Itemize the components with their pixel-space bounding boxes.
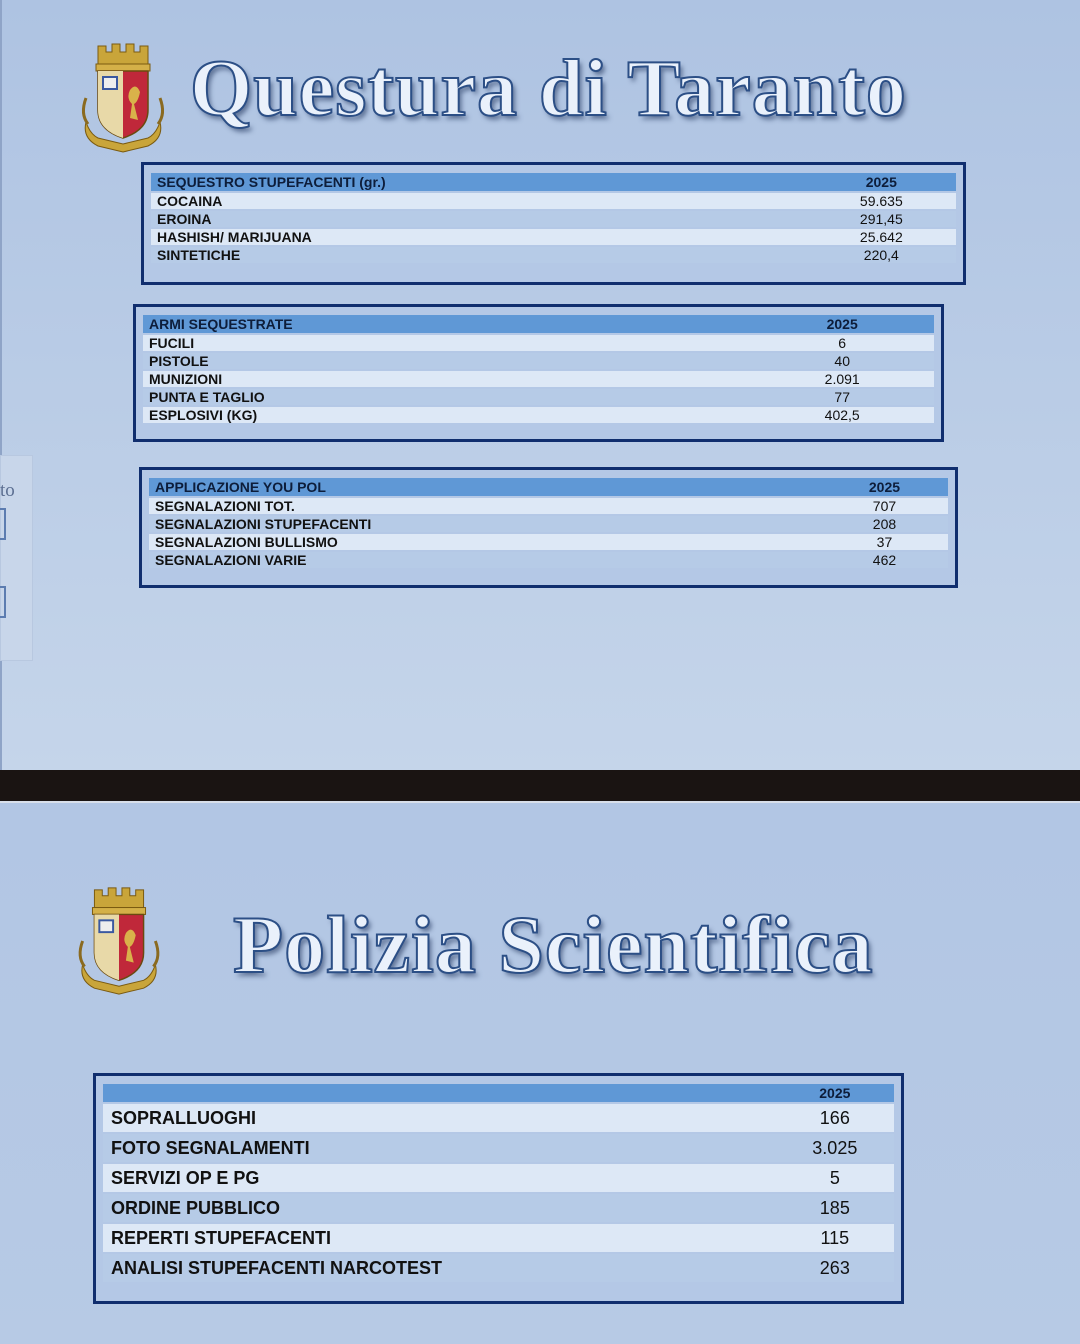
row-value: 40 [750,353,934,369]
table-youpol [139,467,958,588]
table-row [151,247,956,263]
table-header-label [103,1084,776,1102]
row-value: 2.091 [750,371,934,387]
row-label: PUNTA E TAGLIO [143,389,750,405]
row-value: 37 [821,534,948,550]
row-label: PISTOLE [143,353,750,369]
table-row [103,1164,894,1192]
row-value: 77 [750,389,934,405]
police-emblem-icon [74,882,164,998]
row-label: SEGNALAZIONI VARIE [149,552,821,568]
table-row [103,1194,894,1222]
table-header-label: ARMI SEQUESTRATE [143,315,750,333]
row-value: 462 [821,552,948,568]
row-value: 291,45 [807,211,956,227]
row-value: 6 [750,335,934,351]
table-row [143,335,934,351]
row-value: 166 [776,1104,894,1132]
row-label: SERVIZI OP E PG [103,1164,776,1192]
ghost-box [0,508,6,540]
table-row [151,229,956,245]
table-header-year: 2025 [776,1084,894,1102]
table-row [103,1224,894,1252]
table-header-year: 2025 [750,315,934,333]
row-label: FUCILI [143,335,750,351]
table-sequestro [141,162,966,285]
row-label: REPERTI STUPEFACENTI [103,1224,776,1252]
row-value: 25.642 [807,229,956,245]
page-title: Questura di Taranto [190,45,907,133]
table-row [149,498,948,514]
row-label: COCAINA [151,193,807,209]
row-value: 402,5 [750,407,934,423]
slide-polizia-scientifica [0,803,1080,1344]
table-row [103,1104,894,1132]
row-value: 208 [821,516,948,532]
row-label: FOTO SEGNALAMENTI [103,1134,776,1162]
table-row [151,211,956,227]
table-row [143,353,934,369]
row-value: 263 [776,1254,894,1282]
row-label: SOPRALLUOGHI [103,1104,776,1132]
row-label: EROINA [151,211,807,227]
row-value: 115 [776,1224,894,1252]
table-row [103,1254,894,1282]
table-row [143,407,934,423]
table-armi [133,304,944,442]
table-row [149,516,948,532]
row-value: 220,4 [807,247,956,263]
row-value: 59.635 [807,193,956,209]
table-row [143,371,934,387]
row-label: SEGNALAZIONI STUPEFACENTI [149,516,821,532]
table-header-label: APPLICAZIONE YOU POL [149,478,821,496]
table-header-year: 2025 [821,478,948,496]
table-scientifica [93,1073,904,1304]
table-row [149,534,948,550]
police-emblem-icon [78,38,168,156]
row-label: ESPLOSIVI (KG) [143,407,750,423]
row-label: SINTETICHE [151,247,807,263]
row-value: 185 [776,1194,894,1222]
table-header-label: SEQUESTRO STUPEFACENTI (gr.) [151,173,807,191]
section-title: Polizia Scientifica [233,899,874,990]
table-row [143,389,934,405]
slide-divider [0,770,1080,803]
row-label: ORDINE PUBBLICO [103,1194,776,1222]
row-value: 707 [821,498,948,514]
table-header-year: 2025 [807,173,956,191]
row-value: 5 [776,1164,894,1192]
row-value: 3.025 [776,1134,894,1162]
table-row [151,193,956,209]
ghost-box [0,586,6,618]
row-label: SEGNALAZIONI TOT. [149,498,821,514]
table-row [149,552,948,568]
ghost-text: to [0,480,15,501]
row-label: MUNIZIONI [143,371,750,387]
row-label: ANALISI STUPEFACENTI NARCOTEST [103,1254,776,1282]
table-row [103,1134,894,1162]
row-label: SEGNALAZIONI BULLISMO [149,534,821,550]
row-label: HASHISH/ MARIJUANA [151,229,807,245]
